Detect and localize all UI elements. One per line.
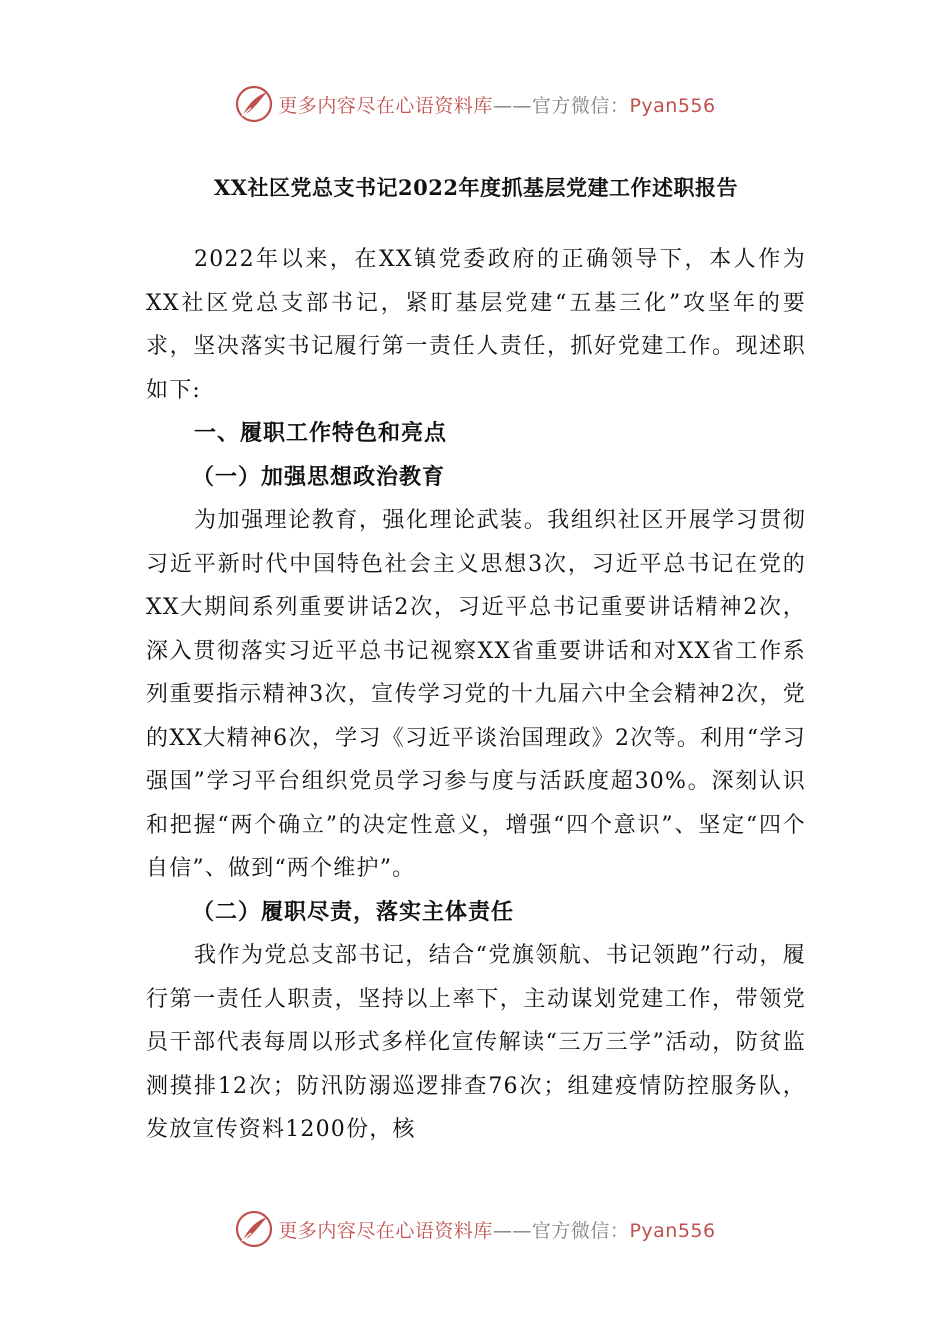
header-watermark <box>0 82 950 126</box>
subsection-1-paragraph: 为加强理论教育，强化理论武装。我组织社区开展学习贯彻习近平新时代中国特色社会主义思想3次，习近平总书记在党的XX大期间系列重要讲话2次，习近平总书记重要讲话精神2次，深入贯彻落实习近平总书记视察XX省重要讲话和对XX省工作系列重要指示精神3次，宣传学习党的十九届六中全会精神2次，党的XX大精神6次，学习《习近平谈治国理政》2次等。利用“学习强国”学习平台组织党员学习参与度与活跃度超30%。深刻认识和把握“两个确立”的决定性意义，增强“四个意识”、坚定“四个自信”、做到“两个维护”。 <box>146 508 806 881</box>
watermark-text: 更多内容尽在心语资料库——官方微信：Pyan556 <box>278 1219 716 1242</box>
subsection-2-paragraph: 我作为党总支部书记，结合“党旗领航、书记领跑”行动，履行第一责任人职责，坚持以上率下，主动谋划党建工作，带领党员干部代表每周以形式多样化宣传解读“三万三学”活动，防贫监测摸排12次；防汛防溺巡逻排查76次；组建疫情防控服务队，发放宣传资料1200份，核 <box>146 943 806 1142</box>
intro-paragraph: 2022年以来，在XX镇党委政府的正确领导下，本人作为XX社区党总支部书记，紧盯基层党建“五基三化”攻坚年的要求，坚决落实书记履行第一责任人责任，抓好党建工作。现述职如下: <box>146 247 806 403</box>
section-heading-1: 一、履职工作特色和亮点 <box>194 421 448 446</box>
subsection-heading-2: （二）履职尽责，落实主体责任 <box>192 899 515 925</box>
quill-logo-icon <box>234 84 274 124</box>
quill-logo-icon <box>234 1209 274 1249</box>
subsection-heading-1: （一）加强思想政治教育 <box>192 464 446 490</box>
footer-watermark <box>0 1207 950 1251</box>
document-title: XX社区党总支书记2022年度抓基层党建工作述职报告 <box>213 175 739 200</box>
watermark-text: 更多内容尽在心语资料库——官方微信：Pyan556 <box>278 94 716 117</box>
document-body <box>146 168 806 1152</box>
